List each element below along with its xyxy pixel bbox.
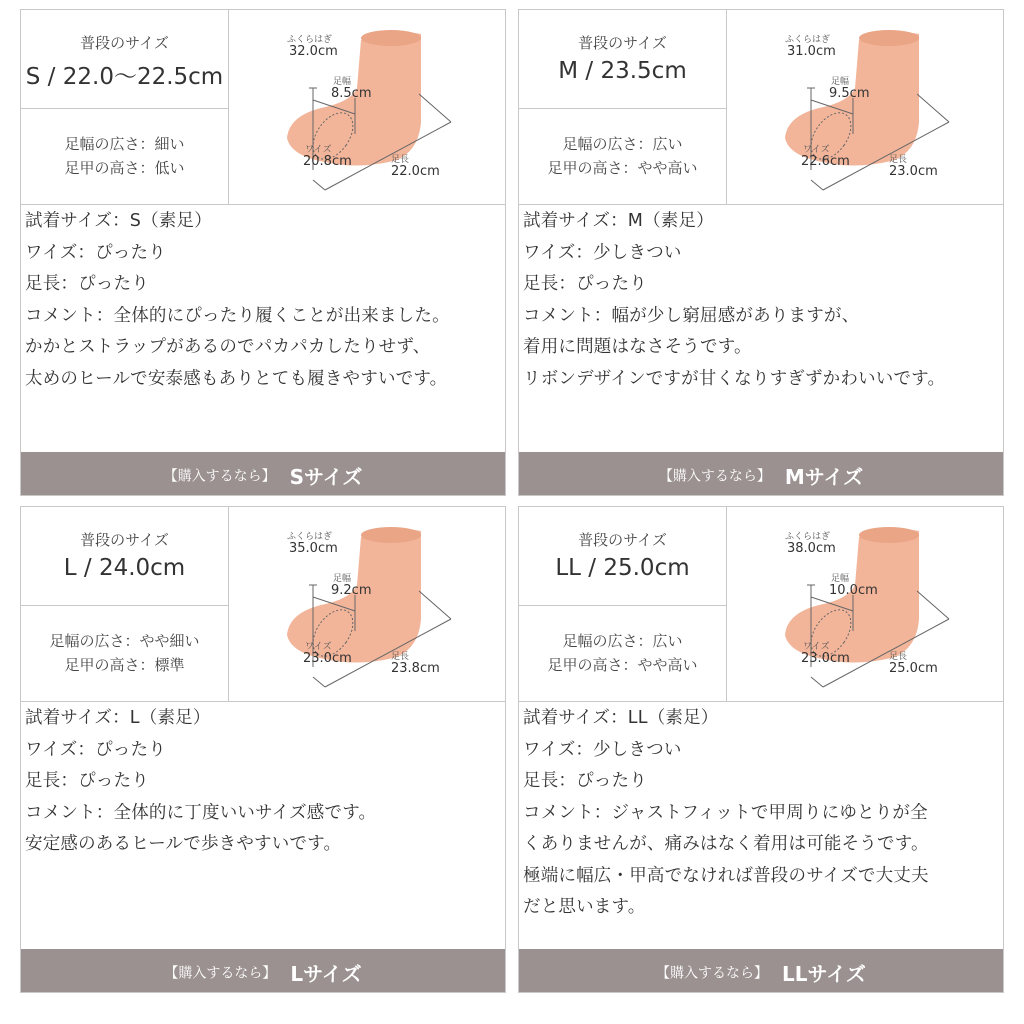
- review-line: ワイズ：少しきつい: [523, 242, 682, 263]
- calf-title: ふくらはぎ: [785, 532, 831, 542]
- buy-prefix: 【購入するなら】: [656, 965, 769, 982]
- review-line: 着用に問題はなさそうです。: [523, 337, 752, 357]
- foot-width-title: 足幅: [333, 77, 352, 87]
- review-line: コメント：全体的にぴったり履くことが出来ました。: [25, 305, 450, 326]
- wise-value: 22.6cm: [801, 154, 850, 169]
- review-line: 安定感のあるヒールで歩きやすいです。: [25, 834, 342, 854]
- usual-size-box: [519, 507, 727, 606]
- usual-size-box: [21, 10, 229, 109]
- buy-size: Sサイズ: [289, 465, 363, 489]
- buy-prefix: 【購入するなら】: [658, 468, 771, 485]
- instep-height-label: 足甲の高さ：やや高い: [547, 159, 698, 177]
- review-line: 足長：ぴったり: [523, 274, 647, 294]
- buy-prefix: 【購入するなら】: [163, 468, 276, 485]
- calf-value: 35.0cm: [289, 541, 338, 556]
- size-card-l: [20, 506, 506, 993]
- length-title: 足長: [391, 155, 410, 165]
- usual-size-label: 普段のサイズ: [578, 531, 667, 549]
- review-line: 太めのヒールで安泰感もありとても履きやすいです。: [25, 368, 448, 389]
- calf-value: 32.0cm: [289, 44, 338, 59]
- review-line: リボンデザインですが甘くなりすぎずかわいいです。: [523, 368, 946, 389]
- calf-value: 31.0cm: [787, 44, 836, 59]
- review-line: 足長：ぴったり: [25, 274, 149, 294]
- usual-size-box: [519, 10, 727, 109]
- length-value: 25.0cm: [889, 661, 938, 676]
- card-top: [519, 507, 1003, 702]
- buy-size: Lサイズ: [290, 962, 362, 986]
- foot-icon: [727, 10, 1003, 204]
- foot-icon: [229, 10, 505, 204]
- review-line: 足長：ぴったり: [25, 771, 149, 791]
- instep-height-label: 足甲の高さ：やや高い: [547, 656, 698, 674]
- foot-width-value: 9.5cm: [829, 86, 870, 101]
- buy-button[interactable]: [519, 949, 1003, 992]
- usual-size-value: S / 22.0〜22.5cm: [25, 64, 224, 90]
- card-top: [21, 10, 505, 205]
- calf-title: ふくらはぎ: [287, 532, 333, 542]
- length-value: 23.0cm: [889, 164, 938, 179]
- length-value: 22.0cm: [391, 164, 440, 179]
- usual-size-value: L / 24.0cm: [63, 555, 186, 581]
- foot-width-value: 8.5cm: [331, 86, 372, 101]
- length-title: 足長: [889, 155, 908, 165]
- length-value: 23.8cm: [391, 661, 440, 676]
- usual-size-label: 普段のサイズ: [80, 34, 169, 52]
- instep-height-label: 足甲の高さ：低い: [64, 159, 185, 177]
- wise-title: ワイズ: [803, 145, 830, 155]
- foot-illustration: [727, 10, 1003, 204]
- usual-size-label: 普段のサイズ: [80, 531, 169, 549]
- foot-width-title: 足幅: [831, 77, 850, 87]
- review-line: 足長：ぴったり: [523, 771, 647, 791]
- buy-prefix: 【購入するなら】: [164, 965, 277, 982]
- review-line: 試着サイズ：L（素足）: [25, 708, 211, 728]
- card-top: [21, 507, 505, 702]
- foot-illustration: [229, 507, 505, 701]
- foot-illustration: [727, 507, 1003, 701]
- foot-width-label: 足幅の広さ：広い: [562, 135, 683, 153]
- buy-button[interactable]: [21, 949, 505, 992]
- foot-width-value: 9.2cm: [331, 583, 372, 598]
- foot-width-title: 足幅: [831, 574, 850, 584]
- card-top: [519, 10, 1003, 205]
- review-text: [25, 703, 505, 861]
- foot-shape-box: [21, 109, 229, 204]
- review-line: くありませんが、痛みはなく着用は可能そうです。: [523, 834, 929, 854]
- foot-icon: [229, 507, 505, 701]
- review-line: コメント：全体的に丁度いいサイズ感です。: [25, 802, 377, 823]
- usual-size-label: 普段のサイズ: [578, 34, 667, 52]
- wise-title: ワイズ: [803, 642, 830, 652]
- review-text: [523, 206, 1003, 395]
- review-line: ワイズ：少しきつい: [523, 739, 682, 760]
- review-text: [523, 703, 1003, 924]
- review-line: かかとストラップがあるのでパカパカしたりせず、: [25, 337, 431, 357]
- review-line: 試着サイズ：M（素足）: [523, 211, 714, 231]
- buy-size: LLサイズ: [782, 962, 866, 986]
- review-line: コメント：ジャストフィットで甲周りにゆとりが全: [523, 802, 928, 823]
- foot-width-label: 足幅の広さ：やや細い: [49, 632, 200, 650]
- foot-shape-box: [21, 606, 229, 701]
- wise-value: 23.0cm: [801, 651, 850, 666]
- foot-shape-box: [519, 606, 727, 701]
- calf-title: ふくらはぎ: [287, 35, 333, 45]
- usual-size-value: M / 23.5cm: [558, 58, 687, 84]
- buy-size: Mサイズ: [784, 465, 864, 489]
- review-text: [25, 206, 505, 395]
- foot-shape-box: [519, 109, 727, 204]
- calf-title: ふくらはぎ: [785, 35, 831, 45]
- foot-illustration: [229, 10, 505, 204]
- size-card-s: [20, 9, 506, 496]
- foot-width-title: 足幅: [333, 574, 352, 584]
- size-card-ll: [518, 506, 1004, 993]
- review-line: ワイズ：ぴったり: [25, 242, 166, 263]
- review-line: 極端に幅広・甲高でなければ普段のサイズで大丈夫: [523, 865, 929, 886]
- review-line: ワイズ：ぴったり: [25, 739, 166, 760]
- review-line: だと思います。: [523, 897, 646, 917]
- wise-title: ワイズ: [305, 642, 332, 652]
- buy-button[interactable]: [21, 452, 505, 495]
- instep-height-label: 足甲の高さ：標準: [64, 656, 185, 674]
- buy-button[interactable]: [519, 452, 1003, 495]
- length-title: 足長: [391, 652, 410, 662]
- review-line: 試着サイズ：LL（素足）: [523, 708, 719, 728]
- size-card-m: [518, 9, 1004, 496]
- calf-value: 38.0cm: [787, 541, 836, 556]
- foot-width-label: 足幅の広さ：広い: [562, 632, 683, 650]
- length-title: 足長: [889, 652, 908, 662]
- foot-width-label: 足幅の広さ：細い: [64, 135, 185, 153]
- review-line: 試着サイズ：S（素足）: [25, 211, 212, 231]
- foot-width-value: 10.0cm: [829, 583, 878, 598]
- wise-value: 20.8cm: [303, 154, 352, 169]
- usual-size-box: [21, 507, 229, 606]
- usual-size-value: LL / 25.0cm: [555, 555, 690, 581]
- wise-title: ワイズ: [305, 145, 332, 155]
- wise-value: 23.0cm: [303, 651, 352, 666]
- foot-icon: [727, 507, 1003, 701]
- review-line: コメント：幅が少し窮屈感がありますが、: [523, 305, 860, 326]
